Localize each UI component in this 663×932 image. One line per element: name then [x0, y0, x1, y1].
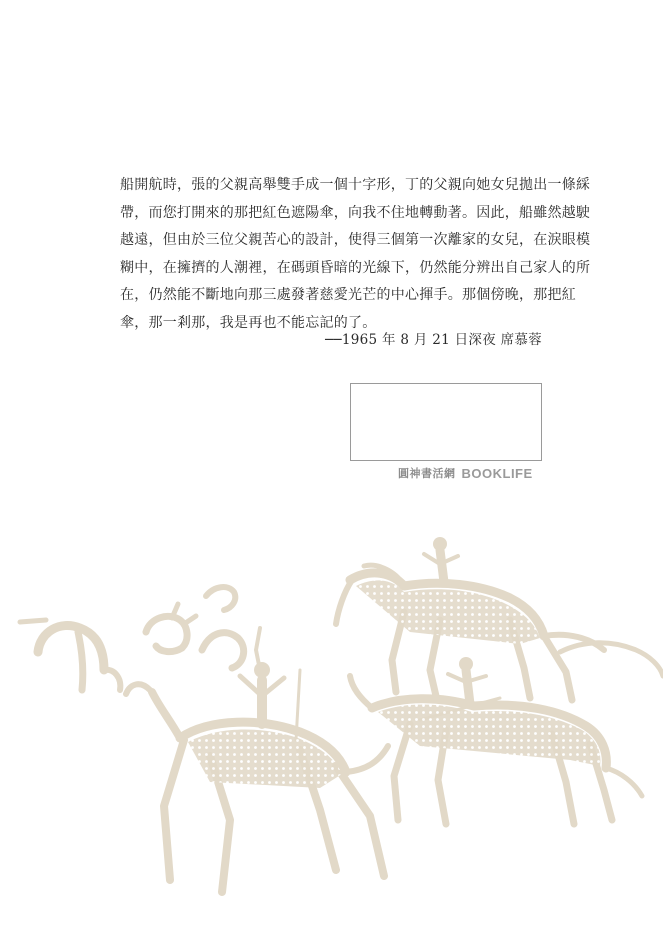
paragraph-line: 糊中，在擁擠的人潮裡，在碼頭昏暗的光線下，仍然能分辨出自己家人的所: [120, 259, 591, 276]
paragraph-line: 帶，而您打開來的那把紅色遮陽傘，向我不住地轉動著。因此，船雖然越駛: [120, 204, 591, 221]
blank-frame-box: [350, 383, 542, 461]
paragraph-line: 船開航時，張的父親高舉雙手成一個十字形，丁的父親向她女兒拋出一條綵: [120, 177, 591, 193]
paragraph-line: 傘，那一剎那，我是再也不能忘記的了。: [120, 314, 377, 331]
body-paragraph: [120, 172, 591, 337]
author-signature-date: ──1965 年 8 月 21 日深夜 席慕蓉: [324, 332, 542, 348]
paragraph-line: 在，仍然能不斷地向那三處發著慈愛光芒的中心揮手。那個傍晚，那把紅: [120, 287, 576, 303]
publisher-name-english: BOOKLIFE: [461, 465, 533, 481]
publisher-logo: [398, 465, 533, 481]
publisher-name-chinese: 圓神書活網: [398, 467, 456, 480]
paragraph-line: 越遠，但由於三位父親苦心的設計，使得三個第一次離家的女兒，在淚眼模: [120, 232, 591, 248]
rock-art-horse-riders-illustration: [0, 520, 663, 932]
